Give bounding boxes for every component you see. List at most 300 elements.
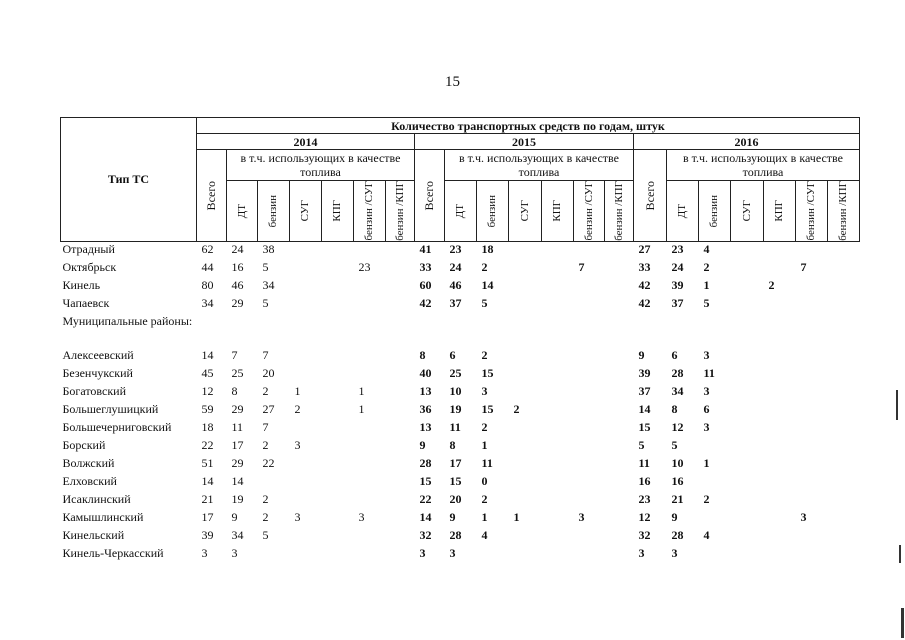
cell-y2016: [828, 546, 860, 564]
fuel-header: бензин /КПГ: [605, 181, 634, 242]
cell-y2016: 3: [800, 509, 807, 524]
cell-y2014: 3: [294, 509, 301, 524]
cell-y2014: [322, 456, 354, 474]
cell-y2014: 2: [294, 401, 301, 416]
cell-y2014: [322, 546, 354, 564]
row-name: Алексеевский: [62, 347, 134, 362]
row-name: Исаклинский: [62, 491, 131, 506]
cell-y2014: 7: [262, 419, 269, 434]
cell-y2016: [764, 384, 796, 402]
cell-y2014: [386, 402, 415, 420]
cell-y2015: [509, 492, 542, 510]
cell-y2016: [731, 241, 764, 260]
cell-y2014: 39: [201, 527, 214, 542]
cell-y2015: 8: [449, 437, 456, 452]
cell-y2016: 9: [638, 347, 645, 362]
cell-y2015: 3: [481, 383, 488, 398]
cell-y2015: 28: [419, 455, 432, 470]
cell-y2015: [509, 420, 542, 438]
cell-y2016: 5: [638, 437, 645, 452]
cell-y2014: 3: [231, 545, 238, 560]
cell-y2016: [828, 420, 860, 438]
cell-y2014: [354, 456, 386, 474]
cell-y2015: [605, 546, 634, 564]
cell-y2014: [322, 241, 354, 260]
cell-y2015: [477, 314, 509, 348]
cell-y2015: 0: [481, 473, 488, 488]
row-name: Волжский: [62, 455, 115, 470]
cell-y2016: [796, 278, 828, 296]
cell-y2015: [509, 278, 542, 296]
cell-y2016: [764, 438, 796, 456]
cell-y2014: 29: [231, 455, 244, 470]
cell-y2015: 9: [419, 437, 426, 452]
cell-y2014: [322, 402, 354, 420]
cell-y2014: 2: [262, 383, 269, 398]
cell-y2016: 23: [638, 491, 651, 506]
row-name: Кинель-Черкасский: [62, 545, 164, 560]
cell-y2016: 33: [638, 259, 651, 274]
cell-y2016: [634, 314, 667, 348]
cell-y2015: [542, 384, 574, 402]
row-name: Октябрьск: [62, 259, 117, 274]
cell-y2014: [322, 384, 354, 402]
cell-y2015: 41: [419, 241, 432, 256]
cell-y2015: [542, 510, 574, 528]
table-body: [61, 241, 860, 564]
cell-y2016: 16: [638, 473, 651, 488]
cell-y2016: [828, 528, 860, 546]
cell-y2015: 15: [449, 473, 462, 488]
total-header: Всего: [415, 150, 445, 242]
cell-y2015: [605, 456, 634, 474]
cell-y2014: [386, 296, 415, 314]
cell-y2014: [354, 492, 386, 510]
cell-y2016: [731, 314, 764, 348]
cell-y2015: 40: [419, 365, 432, 380]
cell-y2014: 1: [358, 401, 365, 416]
cell-y2015: [445, 314, 477, 348]
cell-y2016: 11: [703, 365, 715, 380]
cell-y2014: 17: [231, 437, 244, 452]
cell-y2014: 2: [262, 509, 269, 524]
cell-y2016: 1: [703, 455, 710, 470]
cell-y2016: [764, 366, 796, 384]
cell-y2014: 34: [201, 295, 214, 310]
cell-y2014: 45: [201, 365, 214, 380]
total-header: Всего: [634, 150, 667, 242]
cell-y2015: 32: [419, 527, 432, 542]
table-row: [61, 402, 860, 420]
cell-y2016: [764, 241, 796, 260]
cell-y2016: [796, 296, 828, 314]
cell-y2016: [731, 420, 764, 438]
cell-y2014: [386, 384, 415, 402]
cell-y2016: 6: [703, 401, 710, 416]
cell-y2015: 7: [578, 259, 585, 274]
cell-y2014: 12: [201, 383, 214, 398]
cell-y2015: [574, 456, 605, 474]
cell-y2015: [509, 438, 542, 456]
cell-y2014: [290, 296, 322, 314]
cell-y2016: [699, 314, 731, 348]
cell-y2016: [699, 510, 731, 528]
fuel-header: бензин /КПГ: [386, 181, 415, 242]
cell-y2014: 7: [231, 347, 238, 362]
cell-y2015: [605, 510, 634, 528]
cell-y2014: [386, 241, 415, 260]
cell-y2014: [322, 528, 354, 546]
cell-y2014: 3: [201, 545, 208, 560]
cell-y2015: [542, 492, 574, 510]
cell-y2016: [764, 402, 796, 420]
cell-y2016: [764, 546, 796, 564]
cell-y2014: [386, 348, 415, 366]
fuel-header: КПГ: [764, 181, 796, 242]
cell-y2014: [386, 474, 415, 492]
cell-y2016: 3: [703, 419, 710, 434]
row-name: Богатовский: [62, 383, 127, 398]
cell-y2016: [731, 546, 764, 564]
cell-y2016: 1: [703, 277, 710, 292]
cell-y2015: 2: [481, 347, 488, 362]
table-row: [61, 260, 860, 278]
cell-y2014: [354, 278, 386, 296]
cell-y2014: 44: [201, 259, 214, 274]
cell-y2014: [386, 420, 415, 438]
cell-y2015: [509, 546, 542, 564]
cell-y2014: [354, 546, 386, 564]
cell-y2015: [605, 492, 634, 510]
table-row: [61, 314, 860, 348]
fuel-header: бензин /СУГ: [574, 181, 605, 242]
cell-y2016: 14: [638, 401, 651, 416]
cell-y2014: 22: [201, 437, 214, 452]
year-header: 2014: [197, 134, 415, 150]
cell-y2015: [605, 366, 634, 384]
cell-y2014: [290, 420, 322, 438]
cell-y2015: [574, 420, 605, 438]
total-header: Всего: [197, 150, 227, 242]
cell-y2016: [796, 348, 828, 366]
cell-y2014: [258, 314, 290, 348]
cell-y2014: 17: [201, 509, 214, 524]
cell-y2015: 11: [449, 419, 461, 434]
fuel-header: СУГ: [290, 181, 322, 242]
cell-y2014: 1: [294, 383, 301, 398]
cell-y2014: 20: [262, 365, 275, 380]
cell-y2015: 22: [419, 491, 432, 506]
cell-y2015: [542, 314, 574, 348]
cell-y2015: 46: [449, 277, 462, 292]
fuel-header: бензин: [477, 181, 509, 242]
cell-y2014: 7: [262, 347, 269, 362]
cell-y2015: 13: [419, 383, 432, 398]
cell-y2014: [322, 438, 354, 456]
cell-y2014: [290, 278, 322, 296]
cell-y2015: 4: [481, 527, 488, 542]
cell-y2016: [796, 438, 828, 456]
cell-y2014: 2: [262, 491, 269, 506]
cell-y2016: 8: [671, 401, 678, 416]
cell-y2014: 46: [231, 277, 244, 292]
cell-y2016: [699, 474, 731, 492]
cell-y2015: 9: [449, 509, 456, 524]
cell-y2015: [509, 348, 542, 366]
cell-y2015: [574, 296, 605, 314]
fuel-header: СУГ: [731, 181, 764, 242]
cell-y2016: 3: [703, 347, 710, 362]
cell-y2016: 3: [671, 545, 678, 560]
cell-y2016: 21: [671, 491, 684, 506]
cell-y2014: 8: [231, 383, 238, 398]
fuel-header: бензин /СУГ: [354, 181, 386, 242]
cell-y2014: 34: [262, 277, 275, 292]
cell-y2016: [764, 456, 796, 474]
cell-y2016: [828, 366, 860, 384]
table-row: [61, 366, 860, 384]
fuel-header: КПГ: [542, 181, 574, 242]
cell-y2016: 12: [671, 419, 684, 434]
row-name: Большеглушицкий: [62, 401, 159, 416]
cell-y2014: [290, 492, 322, 510]
cell-y2015: [509, 296, 542, 314]
cell-y2015: [574, 366, 605, 384]
cell-y2016: 37: [638, 383, 651, 398]
cell-y2015: [509, 456, 542, 474]
cell-y2014: 24: [231, 241, 244, 256]
cell-y2016: 2: [703, 491, 710, 506]
fuel-header: бензин: [699, 181, 731, 242]
cell-y2015: [574, 314, 605, 348]
vehicle-count-table: [60, 117, 860, 564]
cell-y2015: 2: [513, 401, 520, 416]
cell-y2014: 18: [201, 419, 214, 434]
cell-y2014: [386, 456, 415, 474]
cell-y2015: [605, 241, 634, 260]
cell-y2016: 15: [638, 419, 651, 434]
cell-y2014: 22: [262, 455, 275, 470]
table-row: [61, 420, 860, 438]
cell-y2014: [386, 260, 415, 278]
cell-y2016: 28: [671, 365, 684, 380]
cell-y2015: [574, 528, 605, 546]
cell-y2016: 42: [638, 295, 651, 310]
cell-y2016: [764, 296, 796, 314]
cell-y2016: 2: [703, 259, 710, 274]
cell-y2015: [477, 546, 509, 564]
cell-y2014: 62: [201, 241, 214, 256]
cell-y2014: [322, 260, 354, 278]
cell-y2016: [731, 296, 764, 314]
cell-y2014: 5: [262, 527, 269, 542]
cell-y2015: [605, 384, 634, 402]
cell-y2016: [764, 348, 796, 366]
cell-y2014: 1: [358, 383, 365, 398]
cell-y2016: [828, 260, 860, 278]
cell-y2016: [796, 241, 828, 260]
cell-y2014: [386, 366, 415, 384]
cell-y2015: [542, 438, 574, 456]
cell-y2016: 39: [671, 277, 684, 292]
cell-y2016: [828, 438, 860, 456]
cell-y2015: [605, 278, 634, 296]
table-row: [61, 348, 860, 366]
cell-y2014: [322, 474, 354, 492]
fuel-header: СУГ: [509, 181, 542, 242]
cell-y2015: 1: [481, 437, 488, 452]
cell-y2016: [731, 438, 764, 456]
cell-y2016: [796, 474, 828, 492]
cell-y2014: 14: [201, 473, 214, 488]
cell-y2016: [796, 366, 828, 384]
cell-y2015: [542, 546, 574, 564]
cell-y2014: 29: [231, 295, 244, 310]
cell-y2014: [386, 278, 415, 296]
cell-y2014: 14: [231, 473, 244, 488]
cell-y2014: [258, 546, 290, 564]
cell-y2015: [574, 348, 605, 366]
cell-y2015: 14: [481, 277, 494, 292]
table-row: [61, 546, 860, 564]
cell-y2014: [290, 241, 322, 260]
cell-y2016: [731, 474, 764, 492]
cell-y2016: 7: [800, 259, 807, 274]
cell-y2015: 5: [481, 295, 488, 310]
row-name: Чапаевск: [62, 295, 110, 310]
cell-y2016: 37: [671, 295, 684, 310]
cell-y2015: 3: [578, 509, 585, 524]
table-row: [61, 510, 860, 528]
cell-y2016: 5: [703, 295, 710, 310]
cell-y2014: [322, 420, 354, 438]
table-row: [61, 438, 860, 456]
cell-y2014: [290, 474, 322, 492]
table-row: [61, 384, 860, 402]
cell-y2015: 1: [481, 509, 488, 524]
cell-y2016: 4: [703, 241, 710, 256]
cell-y2016: 11: [638, 455, 650, 470]
cell-y2016: [731, 492, 764, 510]
cell-y2015: 11: [481, 455, 493, 470]
cell-y2015: [509, 314, 542, 348]
cell-y2015: [574, 438, 605, 456]
row-name: Большечерниговский: [62, 419, 172, 434]
cell-y2016: 34: [671, 383, 684, 398]
cell-y2014: [354, 474, 386, 492]
cell-y2014: [290, 260, 322, 278]
cell-y2016: 24: [671, 259, 684, 274]
fuel-header: бензин: [258, 181, 290, 242]
scan-edge-mark: [901, 608, 904, 638]
including-header: в т.ч. использующих в качестве топлива: [667, 150, 860, 181]
cell-y2016: [764, 420, 796, 438]
cell-y2016: [731, 260, 764, 278]
cell-y2016: [764, 492, 796, 510]
cell-y2016: 39: [638, 365, 651, 380]
cell-y2016: [796, 384, 828, 402]
cell-y2015: 2: [481, 259, 488, 274]
cell-y2016: 27: [638, 241, 651, 256]
cell-y2014: 16: [231, 259, 244, 274]
row-name: Кинель: [62, 277, 101, 292]
cell-y2014: 34: [231, 527, 244, 542]
cell-y2016: 16: [671, 473, 684, 488]
cell-y2016: [764, 474, 796, 492]
cell-y2016: [796, 420, 828, 438]
cell-y2016: [828, 456, 860, 474]
cell-y2015: 2: [481, 491, 488, 506]
cell-y2016: [796, 402, 828, 420]
cell-y2015: [415, 314, 445, 348]
cell-y2014: 27: [262, 401, 275, 416]
cell-y2016: 5: [671, 437, 678, 452]
cell-y2015: 8: [419, 347, 426, 362]
cell-y2014: [322, 278, 354, 296]
cell-y2015: [542, 402, 574, 420]
cell-y2014: [354, 438, 386, 456]
cell-y2015: 60: [419, 277, 432, 292]
cell-y2015: [542, 474, 574, 492]
cell-y2014: 59: [201, 401, 214, 416]
cell-y2016: [828, 492, 860, 510]
cell-y2014: [386, 314, 415, 348]
fuel-header: ДТ: [667, 181, 699, 242]
cell-y2014: [290, 546, 322, 564]
cell-y2016: [796, 314, 828, 348]
cell-y2015: 15: [419, 473, 432, 488]
cell-y2016: [731, 278, 764, 296]
cell-y2014: [227, 314, 258, 348]
cell-y2014: [290, 314, 322, 348]
cell-y2014: [386, 438, 415, 456]
cell-y2015: 24: [449, 259, 462, 274]
cell-y2014: [386, 492, 415, 510]
cell-y2014: 2: [262, 437, 269, 452]
including-header: в т.ч. использующих в качестве топлива: [227, 150, 415, 181]
cell-y2016: [828, 402, 860, 420]
page-number: 15: [445, 74, 460, 90]
cell-y2016: [828, 314, 860, 348]
table-row: [61, 278, 860, 296]
cell-y2015: [605, 348, 634, 366]
cell-y2015: 1: [513, 509, 520, 524]
cell-y2015: [542, 348, 574, 366]
row-name: Кинельский: [62, 527, 125, 542]
cell-y2016: [731, 384, 764, 402]
cell-y2016: [731, 456, 764, 474]
cell-y2016: 42: [638, 277, 651, 292]
cell-y2016: [667, 314, 699, 348]
cell-y2015: 37: [449, 295, 462, 310]
cell-y2015: 17: [449, 455, 462, 470]
cell-y2016: 6: [671, 347, 678, 362]
cell-y2015: [574, 241, 605, 260]
cell-y2016: [828, 474, 860, 492]
cell-y2015: [574, 402, 605, 420]
cell-y2014: 3: [358, 509, 365, 524]
including-header: в т.ч. использующих в качестве топлива: [445, 150, 634, 181]
cell-y2014: [322, 296, 354, 314]
year-header: 2016: [634, 134, 860, 150]
cell-y2015: 14: [419, 509, 432, 524]
cell-y2016: 28: [671, 527, 684, 542]
cell-y2016: [764, 260, 796, 278]
cell-y2016: [828, 241, 860, 260]
row-name: Безенчукский: [62, 365, 133, 380]
row-name: Елховский: [62, 473, 117, 488]
cell-y2015: [542, 241, 574, 260]
